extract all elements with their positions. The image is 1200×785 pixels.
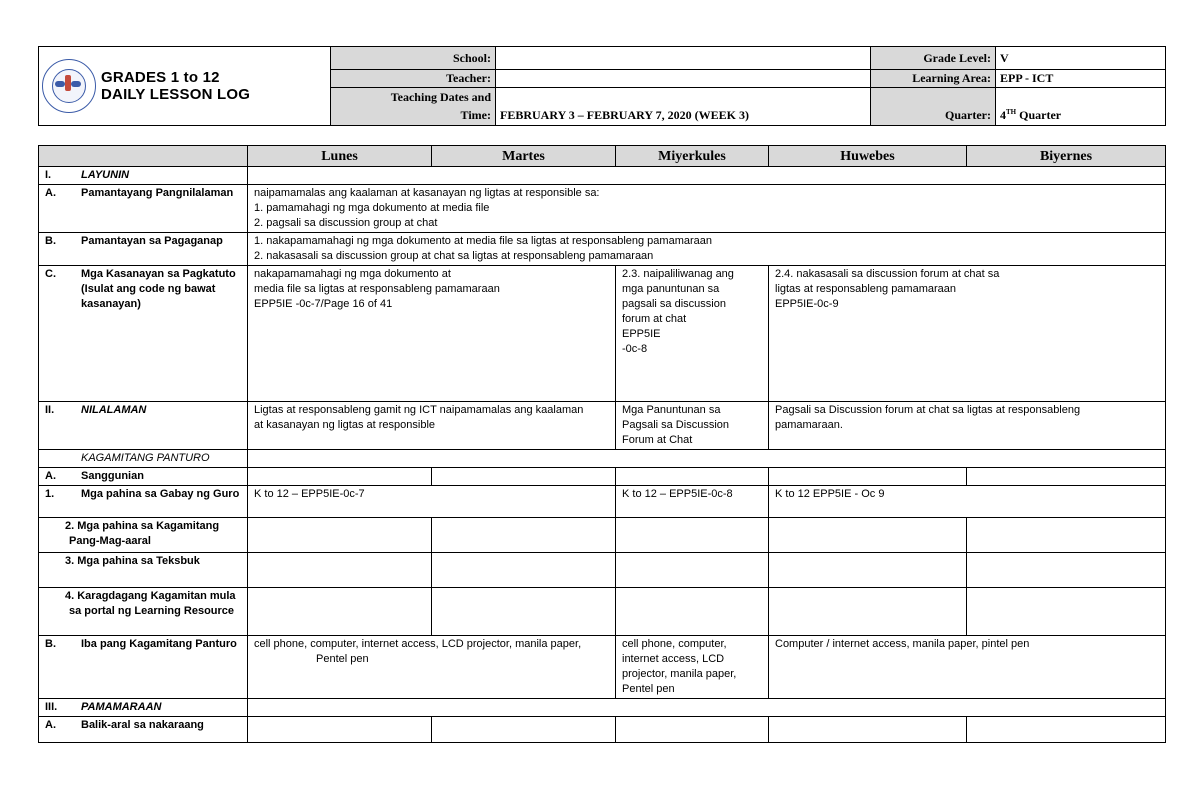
balik-aral-huwebes[interactable] [769,717,967,743]
title-line-1: GRADES 1 to 12 [101,69,220,86]
teaching-dates-label-line-1: Teaching Dates and [390,90,491,104]
kagamitang-mag-aaral-huwebes[interactable] [769,518,967,553]
kasanayan-label-cell [39,266,248,402]
teksbuk-martes[interactable] [432,553,616,588]
gabay-row [39,486,1166,518]
layunin-content[interactable] [248,167,1166,185]
pamantayan-pagaganap-content[interactable]: 1. nakapamamahagi ng mga dokumento at media file sa ligtas at responsableng pamamaraan 2. nakasasali sa discussion group at chat sa ligtas at responsableng pamamaraan [248,233,1166,266]
sanggunian-row [39,468,1166,486]
gabay-label-cell [39,486,248,518]
corner-cell [39,146,248,167]
karagdagang-huwebes[interactable] [769,588,967,636]
teaching-dates-label [331,88,496,126]
a-num: A. [45,187,56,199]
pamamaraan-row [39,699,1166,717]
gabay-lunes-martes[interactable]: K to 12 – EPP5IE-0c-7 [248,486,616,518]
pamamaraan-num: III. [45,701,58,713]
day-header-huwebes: Huwebes [769,146,967,167]
sanggunian-label: Sanggunian [81,470,144,482]
quarter-number: 4 [1000,108,1006,122]
kasanayan-row [39,266,1166,402]
kagamitang-mag-aaral-label-cell: 2. Mga pahina sa Kagamitang Pang-Mag-aaral [39,518,248,553]
kagamitang-mag-aaral-lunes[interactable] [248,518,432,553]
pamamaraan-label-cell [39,699,248,717]
karagdagang-label-cell: 4. Karagdagang Kagamitan mula sa portal ng Learning Resource [39,588,248,636]
kagamitan-label-cell [39,450,248,468]
kagamitan-row [39,450,1166,468]
teaching-dates-field[interactable]: FEBRUARY 3 – FEBRUARY 7, 2020 (WEEK 3) [496,88,871,126]
nilalaman-num: II. [45,404,55,416]
pamantayan-pagaganap-row [39,233,1166,266]
teksbuk-miyerkules[interactable] [616,553,769,588]
pamantayan-pagaganap-label-cell [39,233,248,266]
balik-aral-miyerkules[interactable] [616,717,769,743]
pamamaraan-label: PAMAMARAAN [81,701,162,713]
kagamitang-mag-aaral-martes[interactable] [432,518,616,553]
c-num: C. [45,268,56,280]
grade-level-field[interactable]: V [996,47,1166,70]
quarter-word: Quarter [1019,108,1062,122]
nilalaman-row [39,402,1166,450]
title-line-2: DAILY LESSON LOG [101,86,251,103]
balik-aral-label-cell [39,717,248,743]
kagamitan-label: KAGAMITANG PANTURO [81,452,210,464]
kasanayan-lunes-martes[interactable]: nakapamamahagi ng mga dokumento at media file sa ligtas at responsableng pamamaraan EPP5IE -0c-7/Page 16 of 41 [248,266,616,402]
karagdagang-lunes[interactable] [248,588,432,636]
karagdagang-biyernes[interactable] [967,588,1166,636]
teksbuk-biyernes[interactable] [967,553,1166,588]
teaching-dates-label-line-2: Time: [460,108,491,122]
sanggunian-miyerkules[interactable] [616,468,769,486]
day-header-lunes: Lunes [248,146,432,167]
pamantayang-pangnilalaman-content[interactable]: naipamamalas ang kaalaman at kasanayan ng ligtas at responsible sa: 1. pamamahagi ng mga dokumento at media file 2. pagsali sa discussion group at chat [248,185,1166,233]
iba-num: B. [45,638,56,650]
teacher-label: Teacher: [331,70,496,88]
title-cell [39,47,331,126]
iba-lunes-martes-line-2: Pentel pen [316,653,369,665]
sanggunian-label-cell [39,468,248,486]
karagdagang-miyerkules[interactable] [616,588,769,636]
day-header-martes: Martes [432,146,616,167]
teksbuk-lunes[interactable] [248,553,432,588]
quarter-label: Quarter: [871,88,996,126]
balik-aral-lunes[interactable] [248,717,432,743]
iba-pang-kagamitan-lunes-martes[interactable] [248,636,616,699]
grade-level-label: Grade Level: [871,47,996,70]
deped-seal-icon [42,59,96,113]
day-header-biyernes: Biyernes [967,146,1166,167]
day-header-miyerkules: Miyerkules [616,146,769,167]
nilalaman-huwebes-biyernes[interactable]: Pagsali sa Discussion forum at chat sa ligtas at responsableng pamamaraan. [769,402,1166,450]
kasanayan-miyerkules[interactable]: 2.3. naipaliliwanag ang mga panuntunan sa pagsali sa discussion forum at chat EPP5IE -0c-8 [616,266,769,402]
layunin-row [39,167,1166,185]
a-label: Pamantayang Pangnilalaman [81,187,234,199]
teacher-field[interactable] [496,70,871,88]
learning-area-field[interactable]: EPP - ICT [996,70,1166,88]
layunin-num: I. [45,169,52,181]
school-label: School: [331,47,496,70]
kagamitang-mag-aaral-row [39,518,1166,553]
teksbuk-row [39,553,1166,588]
sanggunian-martes[interactable] [432,468,616,486]
gabay-huwebes-biyernes[interactable]: K to 12 EPP5IE - Oc 9 [769,486,1166,518]
pamantayang-pangnilalaman-row [39,185,1166,233]
pamantayang-pangnilalaman-label-cell [39,185,248,233]
school-field[interactable] [496,47,871,70]
karagdagang-row [39,588,1166,636]
sanggunian-huwebes[interactable] [769,468,967,486]
balik-aral-biyernes[interactable] [967,717,1166,743]
b-num: B. [45,235,56,247]
sanggunian-num: A. [45,470,56,482]
balik-label: Balik-aral sa nakaraang [81,719,204,731]
pamamaraan-content[interactable] [248,699,1166,717]
quarter-field[interactable] [996,88,1166,126]
kagamitang-mag-aaral-miyerkules[interactable] [616,518,769,553]
gabay-label: Mga pahina sa Gabay ng Guro [81,488,240,500]
iba-label: Iba pang Kagamitang Panturo [81,638,237,650]
balik-num: A. [45,719,56,731]
sanggunian-lunes[interactable] [248,468,432,486]
nilalaman-label-cell [39,402,248,450]
header-table [38,46,1166,126]
balik-aral-martes[interactable] [432,717,616,743]
kagamitan-content[interactable] [248,450,1166,468]
teksbuk-label-cell: 3. Mga pahina sa Teksbuk [39,553,248,588]
quarter-superscript: TH [1006,108,1017,116]
c-label: Mga Kasanayan sa Pagkatuto (Isulat ang code ng bawat kasanayan) [81,268,236,310]
teksbuk-huwebes[interactable] [769,553,967,588]
iba-pang-kagamitan-row [39,636,1166,699]
nilalaman-lunes-martes[interactable]: Ligtas at responsableng gamit ng ICT naipamamalas ang kaalaman at kasanayan ng ligtas at responsible [248,402,616,450]
nilalaman-miyerkules[interactable]: Mga Panuntunan sa Pagsali sa Discussion Forum at Chat [616,402,769,450]
karagdagang-martes[interactable] [432,588,616,636]
iba-lunes-martes-line-1: cell phone, computer, internet access, LCD projector, manila paper, [254,638,582,650]
kagamitang-mag-aaral-biyernes[interactable] [967,518,1166,553]
gabay-miyerkules[interactable]: K to 12 – EPP5IE-0c-8 [616,486,769,518]
lesson-log-table [38,145,1166,743]
layunin-label: LAYUNIN [81,169,130,181]
iba-pang-kagamitan-miyerkules[interactable]: cell phone, computer, internet access, LCD projector, manila paper, Pentel pen [616,636,769,699]
days-header-row [39,146,1166,167]
learning-area-label: Learning Area: [871,70,996,88]
gabay-num: 1. [45,488,55,500]
nilalaman-label: NILALAMAN [81,404,147,416]
sanggunian-biyernes[interactable] [967,468,1166,486]
iba-pang-kagamitan-huwebes-biyernes[interactable]: Computer / internet access, manila paper, pintel pen [769,636,1166,699]
balik-aral-row [39,717,1166,743]
iba-pang-kagamitan-label-cell [39,636,248,699]
layunin-label-cell [39,167,248,185]
kasanayan-huwebes-biyernes[interactable]: 2.4. nakasasali sa discussion forum at chat sa ligtas at responsableng pamamaraan EPP5IE-0c-9 [769,266,1166,402]
b-label: Pamantayan sa Pagaganap [81,235,223,247]
